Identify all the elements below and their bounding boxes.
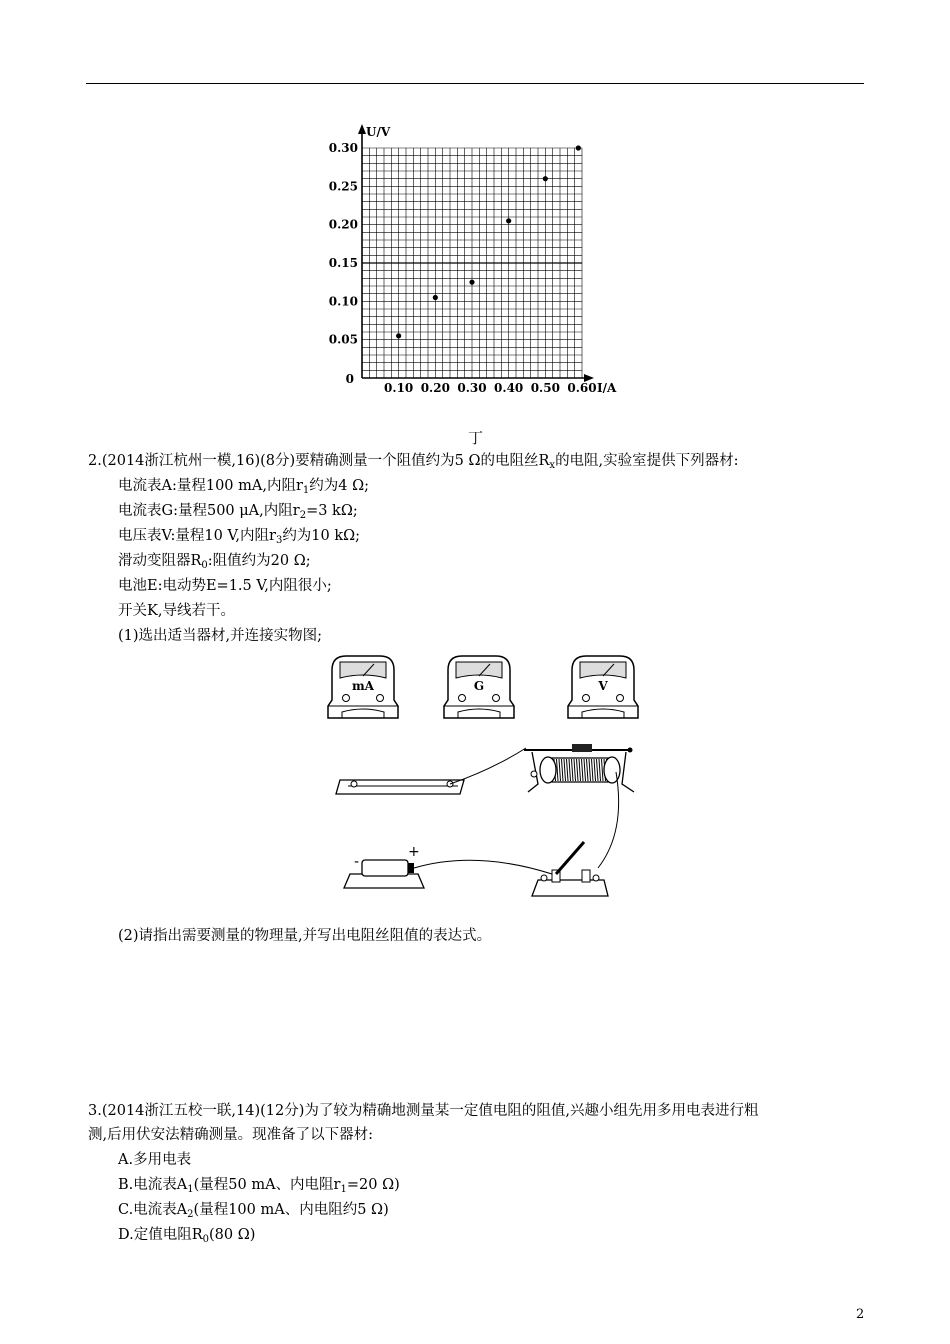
data-point: [433, 295, 438, 300]
switch-icon: [532, 842, 608, 896]
battery-plus-label: +: [408, 844, 420, 860]
y-axis-title: U/V: [366, 125, 391, 139]
x-tick-label: 0.10: [384, 381, 414, 395]
q3-option-d: D.定值电阻$R_0(80$ Ω): [118, 1227, 256, 1245]
q3-option-c: C.电流表$A_2$(量程100 mA、内电阻约5 Ω): [118, 1202, 389, 1220]
apparatus-diagram: [326, 652, 640, 908]
y-tick-label: 0.20: [328, 217, 358, 232]
data-point: [469, 280, 474, 285]
q3-stem-line1: 3.(2014浙江五校一联,14)(12分)为了较为精确地测量某一定值电阻的阻值,兴趣小组先用多用电表进行粗: [88, 1103, 759, 1119]
chart-grid: [362, 148, 582, 378]
resistance-wire-board-icon: [336, 780, 464, 794]
q2-item-rheostat: 滑动变阻器$R_0$:阻值约为20 Ω;: [118, 553, 311, 571]
q2-item-switch: 开关K,导线若干。: [118, 603, 235, 619]
x-tick-label: 0.30: [457, 381, 487, 395]
page-number: 2: [856, 1307, 865, 1322]
y-tick-label: 0.25: [328, 179, 358, 194]
x-tick-label: 0.40: [494, 381, 524, 395]
q3-stem-line2: 测,后用伏安法精确测量。现准备了以下器材:: [88, 1127, 373, 1143]
data-points: [396, 145, 581, 338]
q3-option-b: B.电流表$A_1$(量程50 mA、内电阻$r_1=20$ Ω): [118, 1177, 400, 1195]
q2-part2: (2)请指出需要测量的物理量,并写出电阻丝阻值的表达式。: [118, 928, 492, 944]
meter-label-g: G: [473, 679, 485, 693]
q2-part1: (1)选出适当器材,并连接实物图;: [118, 628, 323, 644]
voltmeter-icon: [568, 656, 638, 718]
meter-label-v: V: [598, 679, 608, 693]
data-point: [506, 218, 511, 223]
data-point: [576, 145, 581, 150]
data-point: [543, 176, 548, 181]
figure-label: 丁: [468, 429, 484, 447]
q3-option-a: A.多用电表: [118, 1152, 192, 1168]
x-tick-labels: [384, 381, 597, 395]
y-tick-labels: [329, 141, 358, 347]
y-tick-label: 0.10: [328, 294, 358, 309]
y-tick-label: 0.30: [328, 141, 358, 155]
q2-item-battery: 电池E:电动势E=1.5 V,内阻很小;: [118, 578, 332, 594]
milliammeter-icon: [328, 656, 398, 718]
x-axis-title: I/A: [597, 381, 617, 395]
galvanometer-icon: [444, 656, 514, 718]
meter-label-ma: mA: [351, 679, 375, 693]
y-tick-label: 0.15: [328, 256, 358, 270]
origin-label: 0: [345, 372, 354, 386]
ui-scatter-chart: [316, 122, 626, 412]
y-tick-label: 0.05: [328, 332, 358, 347]
x-tick-label: 0.60: [567, 381, 597, 395]
data-point: [396, 333, 401, 338]
q2-item-ammeter: 电流表A:量程100 mA,内阻$r_1$约为4 Ω;: [118, 478, 370, 496]
x-tick-label: 0.50: [530, 381, 560, 395]
battery-minus-label: -: [354, 854, 360, 870]
header-rule: [86, 83, 864, 84]
battery-icon: [344, 844, 424, 888]
q2-item-galvanometer: 电流表G:量程500 μA,内阻$r_2=3$ kΩ;: [118, 503, 358, 521]
q2-stem: 2.(2014浙江杭州一模,16)(8分)要精确测量一个阻值约为5 Ω的电阻丝$R_x$的电阻,实验室提供下列器材:: [88, 453, 739, 471]
x-tick-label: 0.20: [420, 381, 450, 395]
y-axis-arrow: [358, 124, 366, 134]
q2-item-voltmeter: 电压表V:量程10 V,内阻$r_3$约为10 kΩ;: [118, 528, 361, 546]
